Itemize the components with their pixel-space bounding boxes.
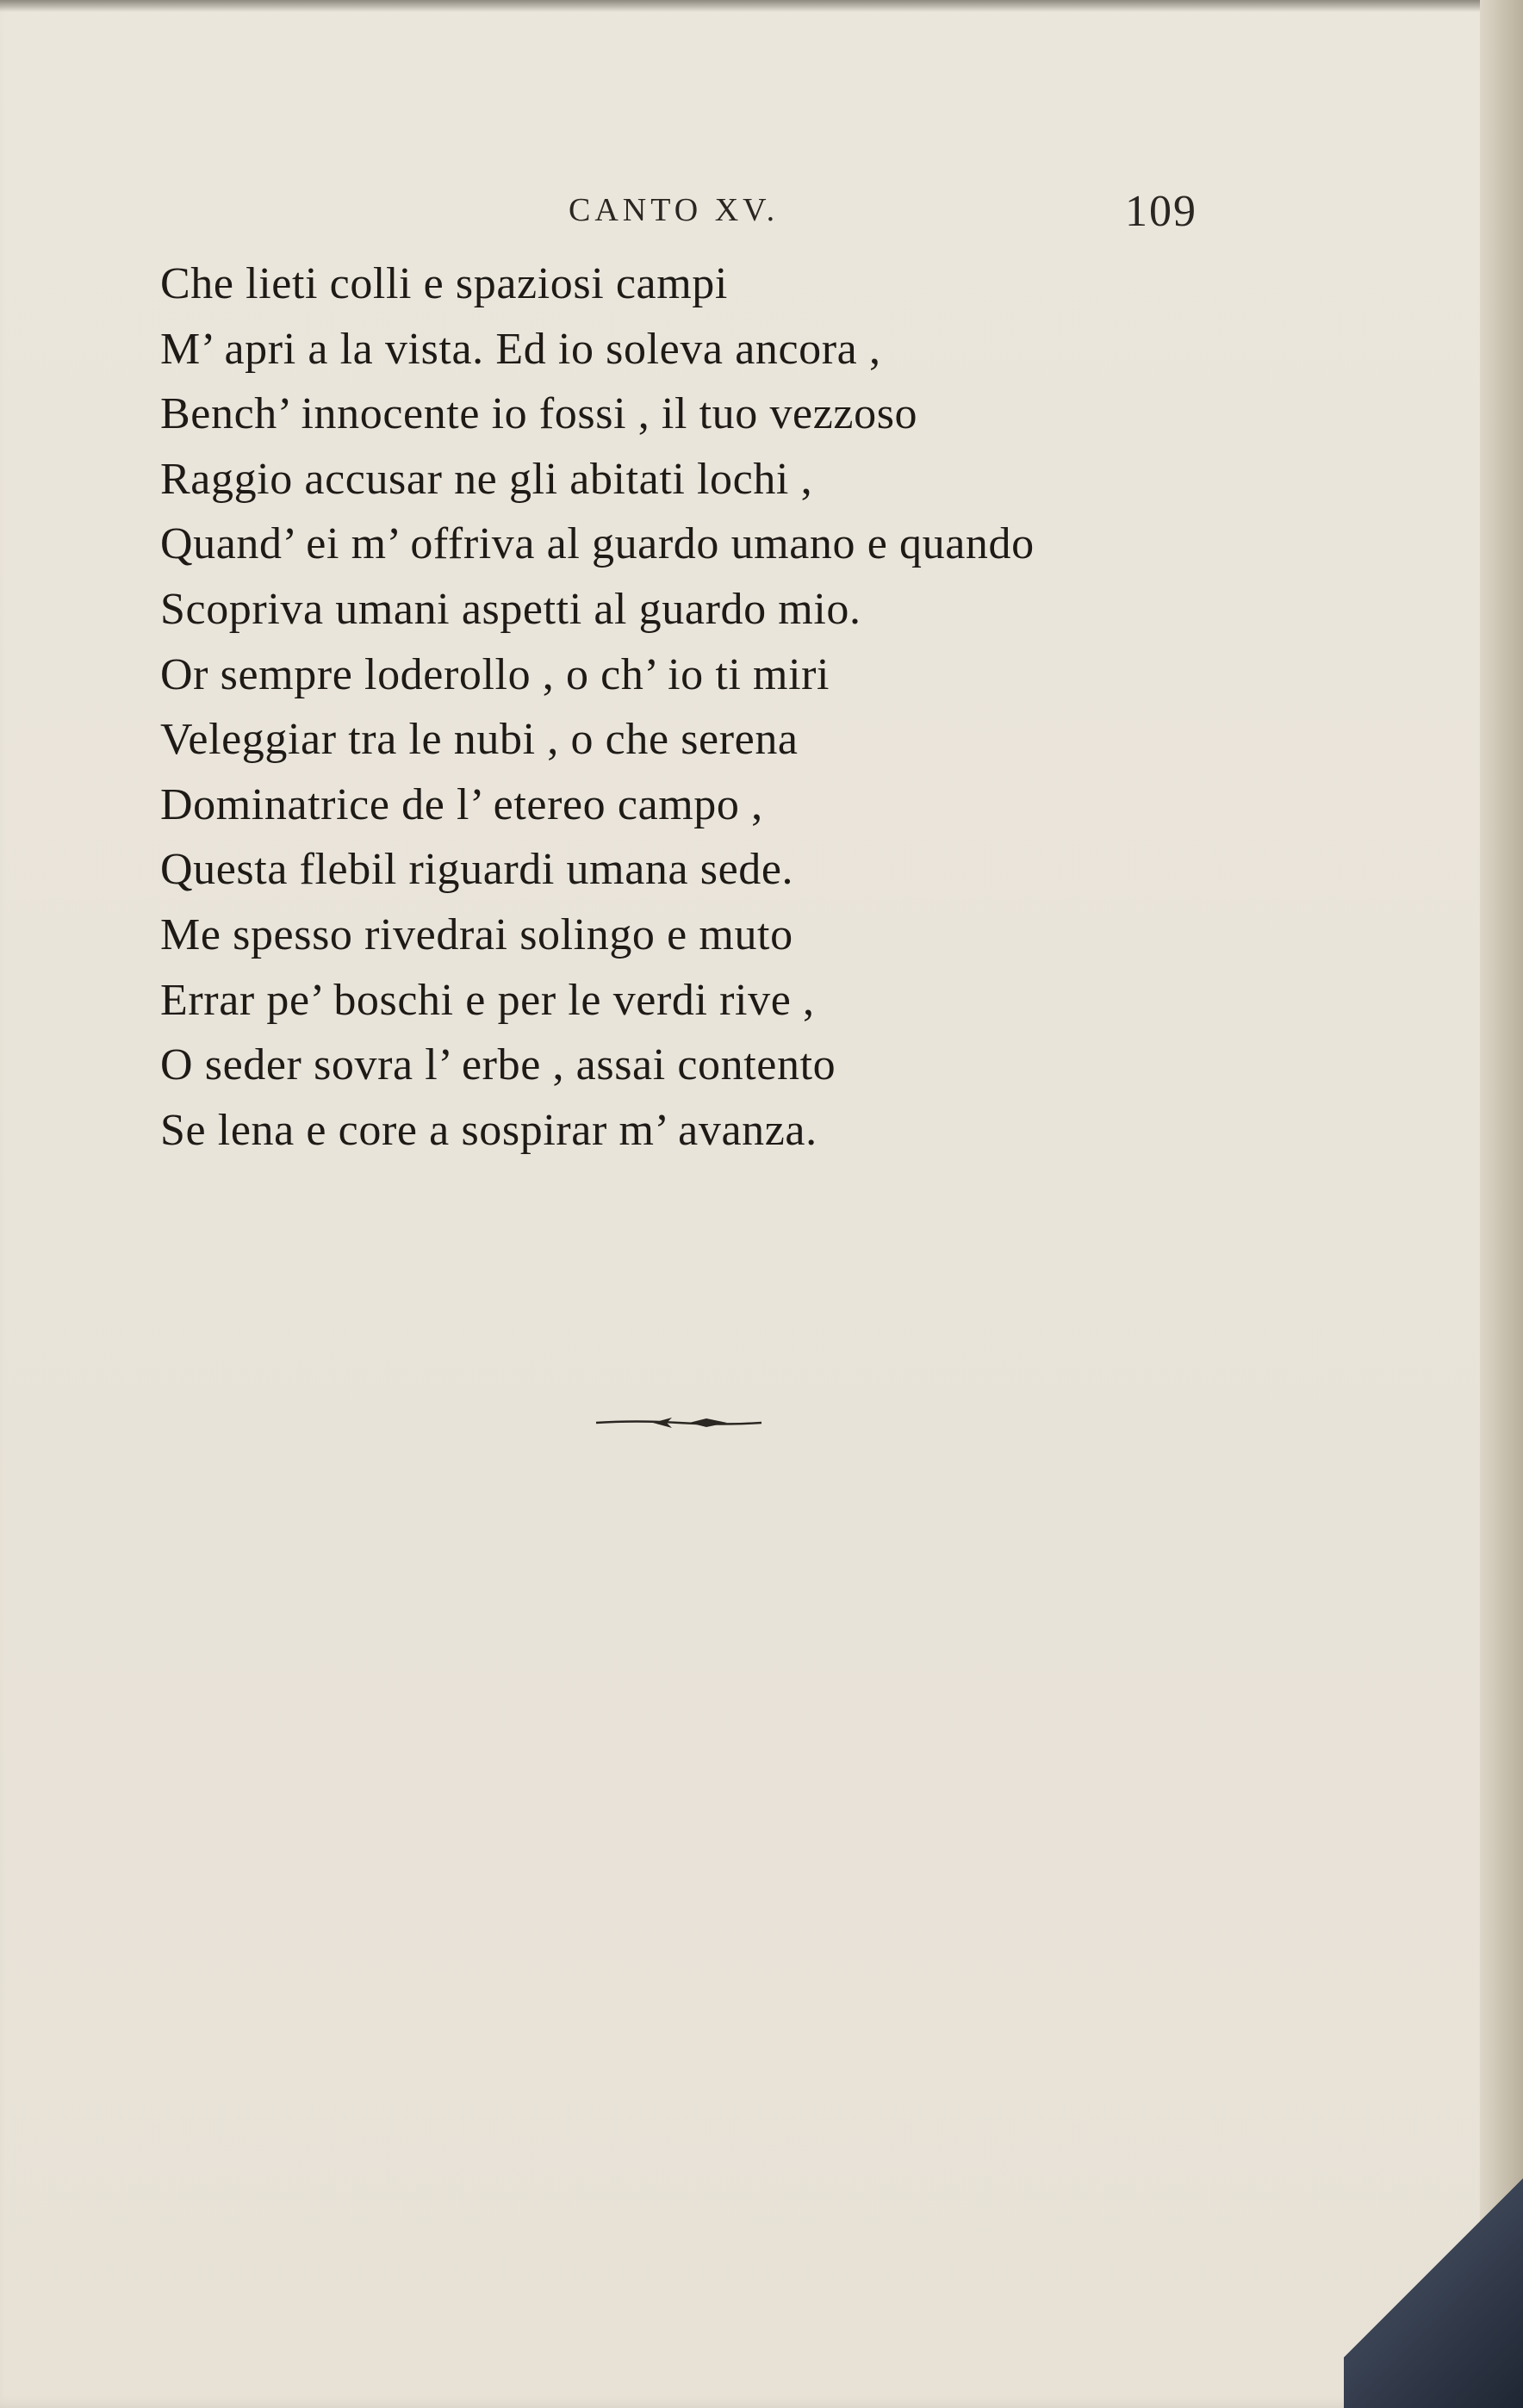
poem-verses bbox=[160, 251, 1035, 1163]
verse-line: Se lena e core a sospirar m’ avanza. bbox=[160, 1105, 817, 1155]
verse-line: Dominatrice de l’ etereo campo , bbox=[160, 779, 763, 829]
verse-line: Errar pe’ boschi e per le verdi rive , bbox=[160, 975, 815, 1025]
verse-line: Or sempre loderollo , o ch’ io ti miri bbox=[160, 649, 830, 699]
verse-line: Bench’ innocente io fossi , il tuo vezzoso bbox=[160, 389, 918, 439]
running-head: CANTO XV. bbox=[569, 192, 780, 228]
verse-line: Veleggiar tra le nubi , o che serena bbox=[160, 715, 799, 765]
verse-line: Me spesso rivedrai solingo e muto bbox=[160, 909, 793, 959]
top-edge-shadow bbox=[0, 0, 1497, 12]
verse-line: O seder sovra l’ erbe , assai contento bbox=[160, 1040, 836, 1090]
verse-line: Che lieti colli e spaziosi campi bbox=[160, 259, 728, 308]
verse-line: Quand’ ei m’ offriva al guardo umano e quando bbox=[160, 519, 1035, 569]
verse-line: Questa flebil riguardi umana sede. bbox=[160, 845, 794, 895]
verse-line: M’ apri a la vista. Ed io soleva ancora , bbox=[160, 324, 881, 374]
verse-line: Scopriva umani aspetti al guardo mio. bbox=[160, 584, 861, 634]
cover-corner bbox=[1344, 2127, 1523, 2408]
page-edge bbox=[1480, 0, 1523, 2408]
page-header bbox=[0, 187, 1497, 243]
verse-line: Raggio accusar ne gli abitati lochi , bbox=[160, 454, 813, 504]
arrow-rule-ornament-icon bbox=[593, 1412, 765, 1433]
page-number: 109 bbox=[1125, 187, 1197, 236]
